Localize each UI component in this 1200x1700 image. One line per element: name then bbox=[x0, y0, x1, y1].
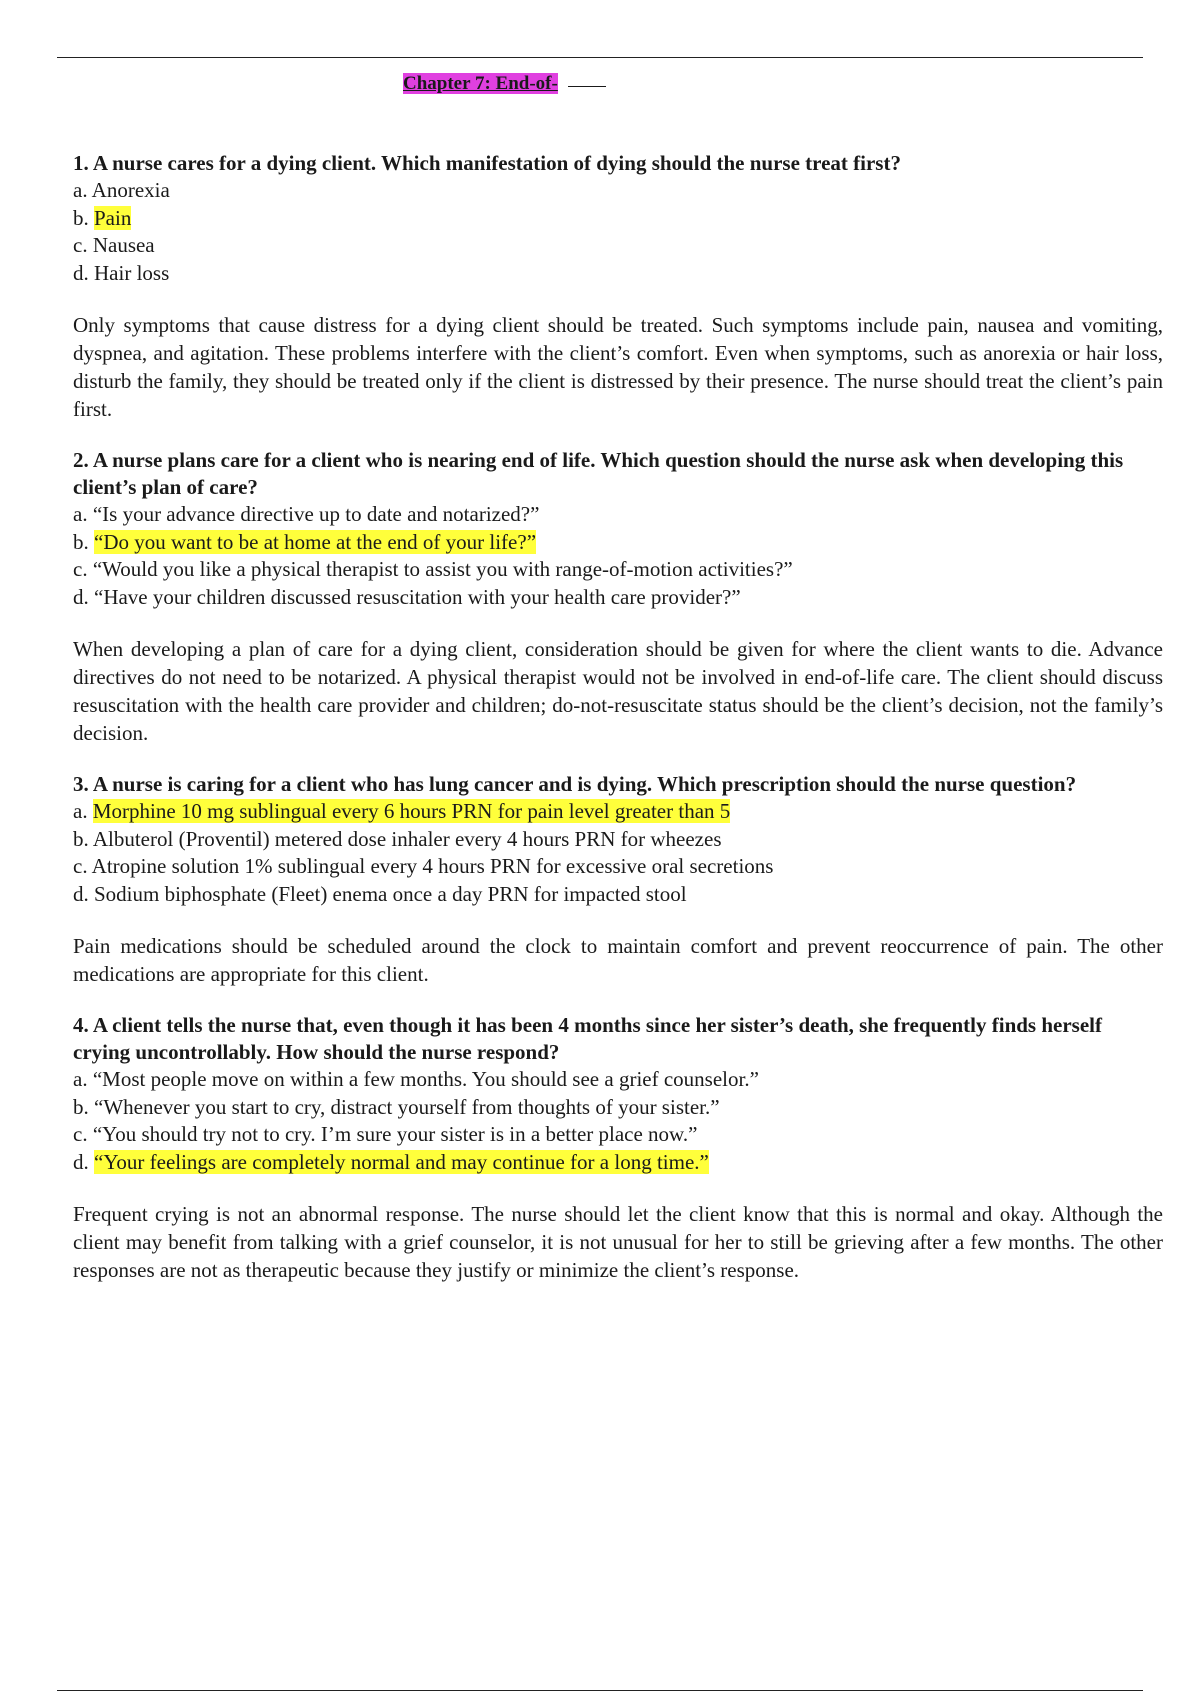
option-letter: c. bbox=[73, 557, 93, 581]
correct-answer-text: Morphine 10 mg sublingual every 6 hours PRN for pain level greater than 5 bbox=[92, 799, 731, 823]
answer-option bbox=[73, 1094, 1163, 1122]
answer-option bbox=[73, 1066, 1163, 1094]
rationale-text: Pain medications should be scheduled around the clock to maintain comfort and prevent reoccurrence of pain. The other medications are appropriate for this client. bbox=[73, 934, 1163, 986]
title-underline-tail bbox=[568, 66, 606, 87]
question-stem: 2. A nurse plans care for a client who is nearing end of life. Which question should the nurse ask when developing this client’s plan of care? bbox=[73, 448, 1124, 499]
question-stem: 3. A nurse is caring for a client who has lung cancer and is dying. Which prescription should the nurse question? bbox=[73, 772, 1077, 796]
option-text: Anorexia bbox=[91, 178, 170, 202]
answer-option bbox=[73, 853, 1163, 881]
option-text: Nausea bbox=[92, 233, 155, 257]
correct-answer-text: “Do you want to be at home at the end of your life?” bbox=[94, 529, 537, 554]
question-stem: 4. A client tells the nurse that, even though it has been 4 months since her sister’s death, she frequently finds herself crying uncontrollably. How should the nurse respond? bbox=[73, 1013, 1102, 1064]
answer-options bbox=[73, 177, 1163, 287]
option-letter: b. bbox=[73, 1094, 94, 1119]
document-page bbox=[73, 66, 1163, 1284]
option-text: Albuterol (Proventil) metered dose inhaler every 4 hours PRN for wheezes bbox=[92, 826, 722, 851]
option-text: “Most people move on within a few months. You should see a grief counselor.” bbox=[92, 1067, 759, 1091]
option-letter: c. bbox=[73, 854, 92, 878]
option-letter: a. bbox=[73, 178, 92, 202]
answer-option bbox=[73, 826, 1163, 854]
option-letter: b. bbox=[73, 205, 94, 230]
question-block bbox=[73, 1012, 1163, 1284]
answer-option bbox=[73, 1121, 1163, 1149]
question-block bbox=[73, 771, 1163, 988]
rationale-text: Only symptoms that cause distress for a dying client should be treated. Such symptoms include pain, nausea and vomiting, dyspnea, and agitation. These problems interfere with the client’s comfort. Even when symptoms, such as anorexia or hair loss, disturb the family, they should be treated only if the client is distressed by their presence. The nurse should treat the client’s pain first. bbox=[73, 313, 1163, 421]
question-stem: 1. A nurse cares for a dying client. Which manifestation of dying should the nurse treat first? bbox=[73, 151, 901, 175]
option-text: “Would you like a physical therapist to assist you with range-of-motion activities?” bbox=[92, 557, 793, 581]
answer-options bbox=[73, 798, 1163, 908]
answer-options bbox=[73, 1066, 1163, 1176]
option-text: Sodium biphosphate (Fleet) enema once a day PRN for impacted stool bbox=[94, 881, 687, 906]
option-text: “Have your children discussed resuscitation with your health care provider?” bbox=[94, 584, 741, 609]
option-letter: a. bbox=[73, 502, 93, 526]
title-row bbox=[73, 66, 1163, 102]
option-letter: a. bbox=[73, 1067, 93, 1091]
answer-option bbox=[73, 501, 1163, 529]
question-block bbox=[73, 150, 1163, 423]
answer-option bbox=[73, 556, 1163, 584]
answer-option bbox=[73, 260, 1163, 288]
answer-options bbox=[73, 501, 1163, 611]
rationale-text: When developing a plan of care for a dying client, consideration should be given for where the client wants to die. Advance directives do not need to be notarized. A physical therapist would not be involved in end-of-life care. The client should discuss resuscitation with the health care provider and children; do-not-resuscitate status should be the client’s decision, not the family’s decision. bbox=[73, 637, 1163, 745]
option-letter: a. bbox=[73, 799, 93, 823]
answer-option bbox=[73, 881, 1163, 909]
rationale-text: Frequent crying is not an abnormal response. The nurse should let the client know that this is normal and okay. Although the client may benefit from talking with a grief counselor, it is not unusual for her to still be grieving after a few months. The other responses are not as therapeutic because they justify or minimize the client’s response. bbox=[73, 1202, 1163, 1282]
option-text: “Whenever you start to cry, distract yourself from thoughts of your sister.” bbox=[94, 1094, 720, 1119]
option-letter: c. bbox=[73, 1122, 93, 1146]
correct-answer-text: Pain bbox=[94, 205, 132, 230]
option-letter: b. bbox=[73, 529, 94, 554]
answer-option bbox=[73, 1149, 1163, 1177]
answer-option bbox=[73, 584, 1163, 612]
question-list bbox=[73, 150, 1163, 1284]
answer-option bbox=[73, 798, 1163, 826]
option-letter: d. bbox=[73, 260, 94, 285]
option-letter: d. bbox=[73, 584, 94, 609]
option-letter: d. bbox=[73, 881, 94, 906]
correct-answer-text: “Your feelings are completely normal and may continue for a long time.” bbox=[94, 1149, 709, 1174]
option-text: “You should try not to cry. I’m sure your sister is in a better place now.” bbox=[92, 1122, 698, 1146]
option-letter: d. bbox=[73, 1149, 94, 1174]
answer-option bbox=[73, 232, 1163, 260]
option-text: Atropine solution 1% sublingual every 4 hours PRN for excessive oral secretions bbox=[91, 854, 774, 878]
answer-option bbox=[73, 529, 1163, 557]
answer-option bbox=[73, 177, 1163, 205]
option-text: “Is your advance directive up to date and notarized?” bbox=[92, 502, 540, 526]
question-block bbox=[73, 447, 1163, 747]
bottom-rule bbox=[57, 1690, 1143, 1691]
option-letter: c. bbox=[73, 233, 93, 257]
answer-option bbox=[73, 205, 1163, 233]
chapter-title: Chapter 7: End-of- bbox=[403, 73, 558, 94]
option-letter: b. bbox=[73, 826, 93, 851]
top-rule bbox=[57, 57, 1143, 58]
option-text: Hair loss bbox=[94, 260, 170, 285]
